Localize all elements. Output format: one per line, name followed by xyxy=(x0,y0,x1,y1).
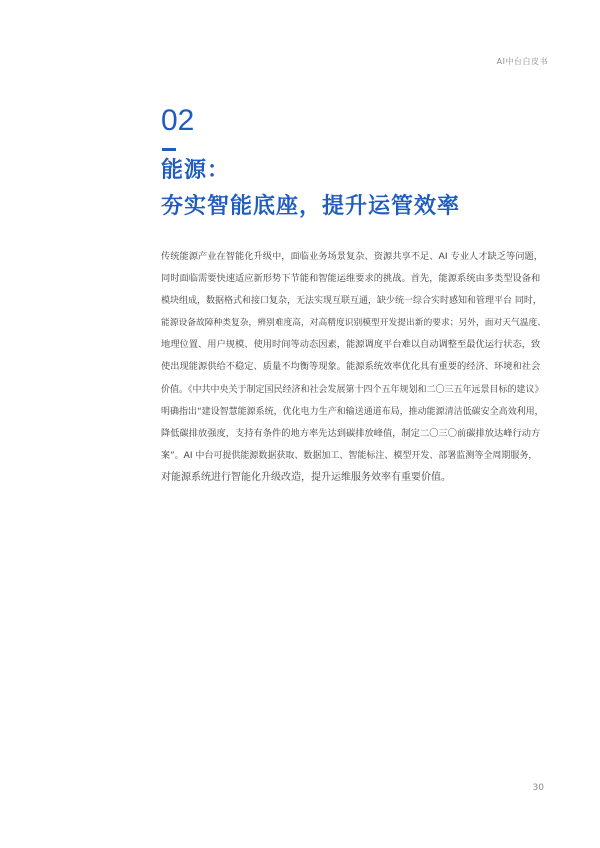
page-number: 30 xyxy=(532,783,544,793)
section-number: 02 xyxy=(161,104,195,137)
body-line: 同时面临需要快速适应新形势下节能和智能运维要求的挑战。首先，能源系统由多类型设备和 xyxy=(161,273,541,285)
body-line: 降低碳排放强度，支持有条件的地方率先达到碳排放峰值，制定二〇三〇前碳排放达峰行动方 xyxy=(161,427,541,439)
section-divider-dash xyxy=(162,148,176,151)
body-line: 传统能源产业在智能化升级中，面临业务场景复杂、资源共享不足、AI 专业人才缺乏等问题， xyxy=(161,251,543,262)
body-line: 对能源系统进行智能化升级改造，提升运维服务效率有重要价值。 xyxy=(161,471,451,483)
body-line: 案”。AI 中台可提供能源数据获取、数据加工、智能标注、模型开发、部署监测等全周期服务， xyxy=(161,450,538,461)
body-line: 地理位置、用户规模、使用时间等动态因素，能源调度平台难以自动调整至最优运行状态，致 xyxy=(161,339,541,351)
body-line: 使出现能源供给不稳定、质量不均衡等现象。能源系统效率优化具有重要的经济、环境和社会 xyxy=(161,361,541,373)
body-line: 价值。《中共中央关于制定国民经济和社会发展第十四个五年规划和二〇三五年远景目标的建议》 xyxy=(161,384,544,395)
body-line: 模块组成，数据格式和接口复杂，无法实现互联互通，缺少统一综合实时感知和管理平台 同时， xyxy=(161,296,542,307)
document-header-label: AI中台白皮书 xyxy=(496,57,548,66)
section-title-line-1: 能源： xyxy=(161,158,231,183)
body-line: 能源设备故障种类复杂，辨别难度高，对高精度识别模型开发提出新的要求；另外，面对天气温度、 xyxy=(161,318,546,329)
section-title-line-2: 夯实智能底座，提升运管效率 xyxy=(161,194,461,219)
body-paragraph xyxy=(161,246,547,489)
body-line: 明确指出“建设智慧能源系统，优化电力生产和输送通道布局，推动能源清洁低碳安全高效利用， xyxy=(161,406,544,417)
